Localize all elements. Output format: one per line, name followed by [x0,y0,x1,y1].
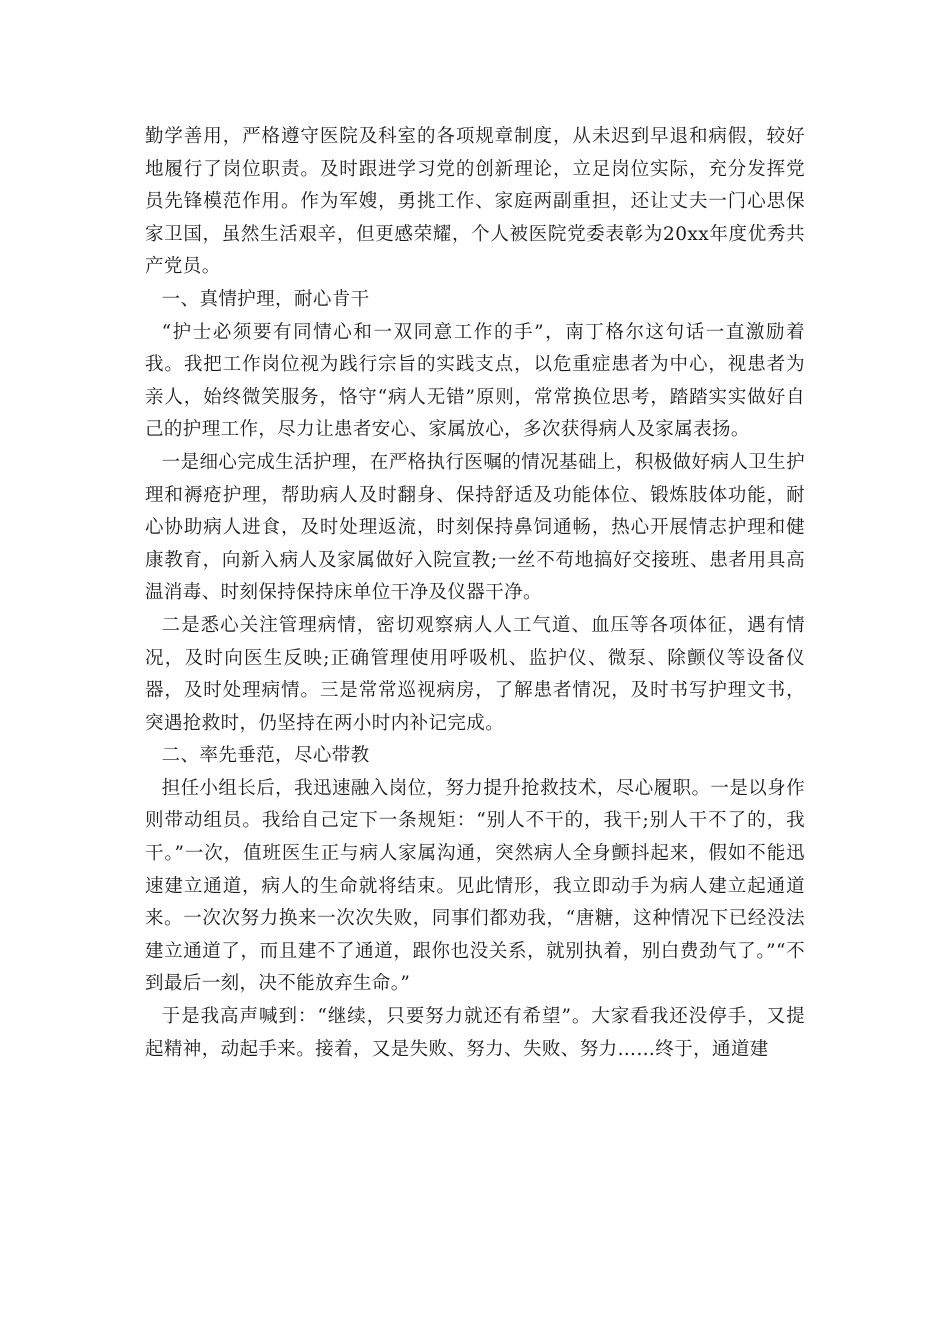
paragraph-intro: 勤学善用，严格遵守医院及科室的各项规章制度，从未迟到早退和病假，较好地履行了岗位职责。及时跟进学习党的创新理论，立足岗位实际，充分发挥党员先锋模范作用。作为军嫂，勇挑工作、家庭两副重担，还让丈夫一门心思保家卫国，虽然生活艰辛，但更感荣耀，个人被医院党委表彰为20xx年度优秀共产党员。 [145,126,805,278]
paragraph-point-2: 二是悉心关注管理病情，密切观察病人人工气道、血压等各项体征，遇有情况，及时向医生反映;正确管理使用呼吸机、监护仪、微泵、除颤仪等设备仪器，及时处理病情。三是常常巡视病房，了解患者情况，及时书写护理文书，突遇抢救时，仍坚持在两小时内补记完成。 [145,614,805,734]
section-heading-2: 二、率先垂范，尽心带教 [161,745,370,767]
section-heading-1: 一、真情护理，耐心肯干 [161,288,370,310]
document-body [145,121,805,1066]
paragraph-continue: 于是我高声喊到：“继续，只要努力就还有希望”。大家看我还没停手，又提起精神，动起手来。接着，又是失败、努力、失败、努力……终于，通道建 [145,1006,805,1060]
paragraph-quote: “护士必须要有同情心和一双同意工作的手”，南丁格尔这句话一直激励着我。我把工作岗位视为践行宗旨的实践支点，以危重症患者为中心，视患者为亲人，始终微笑服务，恪守“病人无错”原则，常常换位思考，踏踏实实做好自己的护理工作，尽力让患者安心、家属放心，多次获得病人及家属表扬。 [145,321,805,441]
paragraph-team-lead: 担任小组长后，我迅速融入岗位，努力提升抢救技术，尽心履职。一是以身作则带动组员。我给自己定下一条规矩：“别人不干的，我干;别人干不了的，我干。”一次，值班医生正与病人家属沟通，突然病人全身颤抖起来，假如不能迅速建立通道，病人的生命就将结束。见此情形，我立即动手为病人建立起通道来。一次次努力换来一次次失败，同事们都劝我，“唐糖，这种情况下已经没法建立通道了，而且建不了通道，跟你也没关系，就别执着，别白费劲气了。”“不到最后一刻，决不能放弃生命。” [145,777,805,995]
paragraph-point-1: 一是细心完成生活护理，在严格执行医嘱的情况基础上，积极做好病人卫生护理和褥疮护理，帮助病人及时翻身、保持舒适及功能体位、锻炼肢体功能，耐心协助病人进食，及时处理返流，时刻保持鼻饲通畅，热心开展情志护理和健康教育，向新入病人及家属做好入院宣教;一丝不苟地搞好交接班、患者用具高温消毒、时刻保持保持床单位干净及仪器干净。 [145,451,805,604]
